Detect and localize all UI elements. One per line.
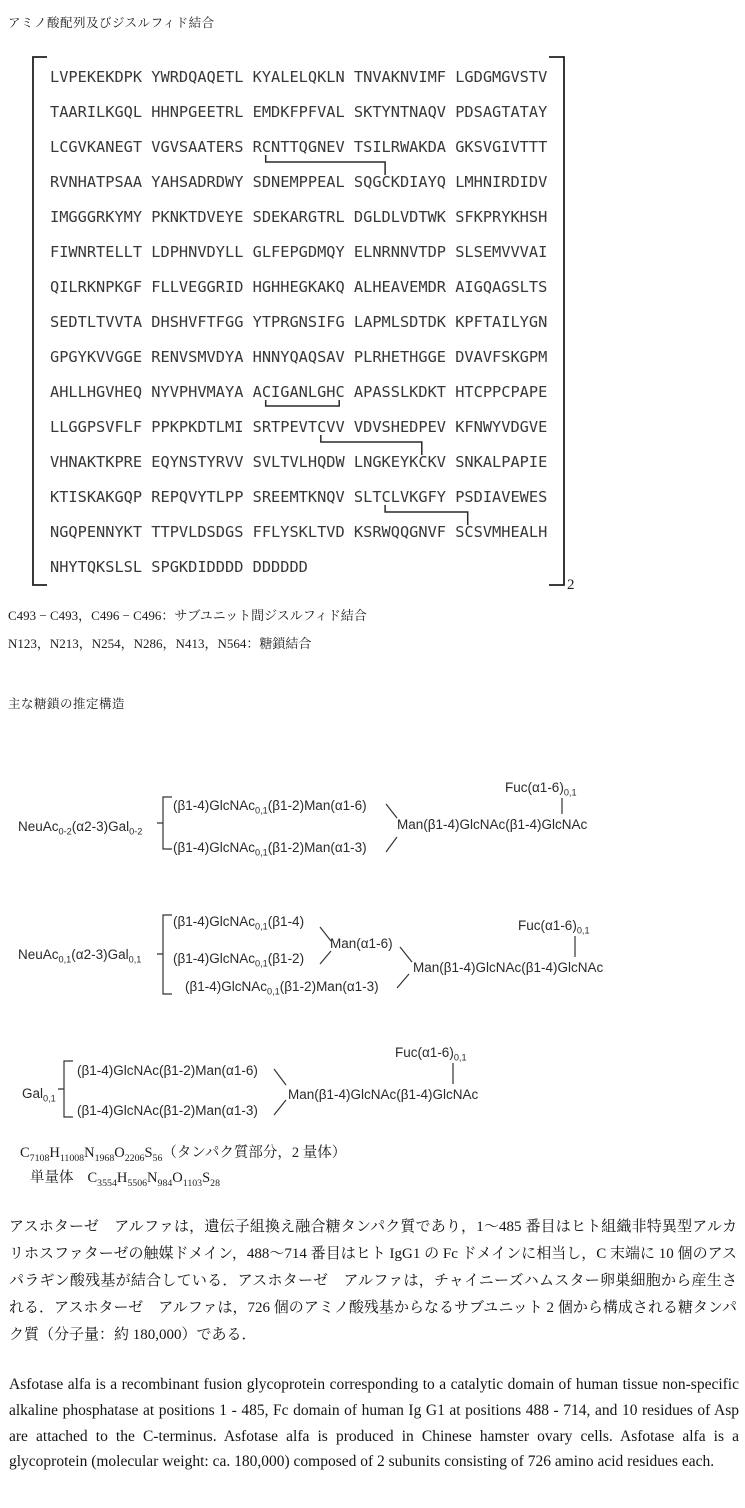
sequence-row: NGQPENNYKT TTPVLDSDGS FFLYSKLTVD KSRWQQGNVF SCSVMHEALH (50, 523, 548, 541)
glycan3-branch-alpha16: (β1-4)GlcNAc(β1-2)Man(α1-6) (77, 1063, 258, 1078)
glycan2-bond-man-core (400, 947, 412, 962)
molecular-formula-dimer: $C_{7108}H_{11008}N_{1968}O_{2206}S_{56}$（タンパク質部分，2 量体） (20, 1145, 347, 1164)
glycan3-fucose-label: $Fuc(\alpha 1-6)_{0,1}$ (395, 1045, 467, 1063)
glycan1-core-chain: Man(β1-4)GlcNAc(β1-4)GlcNAc (397, 817, 588, 832)
monomer-label: 単量体 (30, 1170, 74, 1186)
glycan2-bond-b3-core (397, 974, 409, 988)
sequence-row: KTISKAKGQP REPQVYTLPP SREEMTKNQV SLTCLVKGFY PSDIAVEWES (50, 488, 548, 506)
glycan2-core-chain: Man(β1-4)GlcNAc(β1-4)GlcNAc (413, 960, 604, 975)
glycan2-branch-beta14: (β1-4)GlcNAc$_{0,1}$(β1-4) (173, 914, 305, 932)
glycan2-bond-b2-man (320, 951, 331, 964)
sequence-row: RVNHATPSAA YAHSADRDWY SDNEMPPEAL SQGCKDIAYQ LMHNIRDIDV (50, 173, 548, 191)
sequence-row: FIWNRTELLT LDPHNVDYLL GLFEPGDMQY ELNRNNVTDP SLSEMVVVAI (50, 243, 548, 261)
glycan2-terminal-label: NeuAc$_{0,1}$(α2-3)Gal$_{0,1}$ (18, 947, 142, 965)
sequence-row: AHLLHGVHEQ NYVPHVMAYA ACIGANLGHC APASSLKDKT HTCPPCPAPE (50, 383, 548, 401)
sequence-row: TAARILKGQL HHNPGEETRL EMDKFPFVAL SKTYNTNAQV PDSAGTATAY (50, 103, 548, 121)
sequence-row: LVPEKEKDPK YWRDQAQETL KYALELQKLN TNVAKNVIMF LGDGMGVSTV (50, 68, 548, 86)
sequence-row: LLGGPSVFLF PPKPKDTLMI SRTPEVTCVV VDVSHEDPEV KFNWYVDGVE (50, 418, 548, 436)
japanese-description-paragraph: アスホターゼ アルファは，遺伝子組換え融合糖タンパク質であり，1～485 番目はヒト組織非特異型アルカリホスファターゼの触媒ドメイン，488～714 番目はヒト IgG1 の Fc ドメインに相当し，C 末端に 10 個のアスパラギン酸残基が結合している．アスホターゼ アルファは，チャイニーズハムスター卵巣細胞から産生される．アスホターゼ アルファは，726 個のアミノ酸残基からなるサブユニット 2 個から構成される糖タンパク質（分子量：約 180,000）である． (9, 1219, 737, 1343)
glycan3-branch-alpha13: (β1-4)GlcNAc(β1-2)Man(α1-3) (77, 1103, 258, 1118)
glycan2-mannose-alpha16: Man(α1-6) (330, 936, 393, 951)
sequence-row: GPGYKVVGGE RENVSMVDYA HNNYQAQSAV PLRHETHGGE DVAVFSKGPM (50, 348, 548, 366)
glycan3-terminal-label: Gal$_{0,1}$ (22, 1086, 56, 1104)
amino-acid-sequence-block (50, 60, 547, 585)
sequence-row: NHYTQKSLSL SPGKDIDDDD DDDDDD (50, 558, 308, 576)
glycan2-branch-alpha13: (β1-4)GlcNAc$_{0,1}$(β1-2)Man(α1-3) (185, 979, 379, 997)
glycan2-branch-beta12: (β1-4)GlcNAc$_{0,1}$(β1-2) (173, 951, 305, 969)
glycan1-bracket (157, 797, 172, 849)
sequence-row: VHNAKTKPRE EQYNSTYRVV SVLTVLHQDW LNGKEYKCKV SNKALPAPIE (50, 453, 548, 471)
monomer-formula: $C_{3554}H_{5506}N_{984}O_{1103}S_{28}$ (87, 1170, 221, 1189)
glycan2-fucose-label: $Fuc(\alpha 1-6)_{0,1}$ (518, 918, 590, 936)
glycan1-bond-lower (386, 837, 397, 852)
sequence-row: QILRKNPKGF FLLVEGGRID HGHHEGKAKQ ALHEAVEMDR AIGQAGSLTS (50, 278, 548, 296)
glycan3-core-chain: Man(β1-4)GlcNAc(β1-4)GlcNAc (288, 1087, 479, 1102)
dimer-count-subscript: 2 (567, 577, 575, 593)
molecular-formula-monomer (30, 1166, 220, 1187)
sequence-row: SEDTLTVVTA DHSHVFTFGG YTPRGNSIFG LAPMLSDTDK KPFTAILYGN (50, 313, 548, 331)
glycan1-bond-upper (386, 804, 397, 818)
glycan3-bond-lower (274, 1100, 286, 1115)
glycan3-bond-upper (274, 1069, 286, 1085)
glycosylation-sites-note: N123，N213，N254，N286，N413，N564：糖鎖結合 (8, 636, 312, 651)
glycan3-bracket (58, 1061, 73, 1117)
sequence-row: LCGVKANEGT VGVSAATERS RCNTTQGNEV TSILRWAKDA GKSVGIVTTT (50, 138, 548, 156)
section-title-amino-acid-sequence: アミノ酸配列及びジスルフィド結合 (8, 16, 215, 30)
glycan1-branch-alpha13: (β1-4)GlcNAc$_{0,1}$(β1-2)Man(α1-3) (173, 840, 367, 858)
disulfide-bond-note: C493 − C493，C496 − C496：サブユニット間ジスルフィド結合 (8, 608, 367, 623)
glycan2-bracket (157, 915, 172, 994)
sequence-row: IMGGGRKYMY PKNKTDVEYE SDEKARGTRL DGLDLVDTWK SFKPRYKHSH (50, 208, 548, 226)
english-description-paragraph: Asfotase alfa is a recombinant fusion glycoprotein corresponding to a catalytic domain of human tissue non-specific alkaline phosphatase at positions 1 - 485, Fc domain of human Ig G1 at positions 488 - 714, and 10 residues of Asp are attached to the C-terminus. Asfotase alfa is produced in Chinese hamster ovary cells. Asfotase alfa is a glycoprotein (molecular weight: ca. 180,000) composed of 2 subunits consisting of 726 amino acid residues each. (9, 1376, 739, 1471)
glycan1-terminal-label: NeuAc$_{0-2}$(α2-3)Gal$_{0-2}$ (18, 819, 143, 837)
glycan-structures-heading: 主な糖鎖の推定構造 (8, 697, 126, 711)
glycan1-branch-alpha16: (β1-4)GlcNAc$_{0,1}$(β1-2)Man(α1-6) (173, 798, 367, 816)
glycan1-fucose-label: $Fuc(\alpha 1-6)_{0,1}$ (505, 780, 577, 798)
